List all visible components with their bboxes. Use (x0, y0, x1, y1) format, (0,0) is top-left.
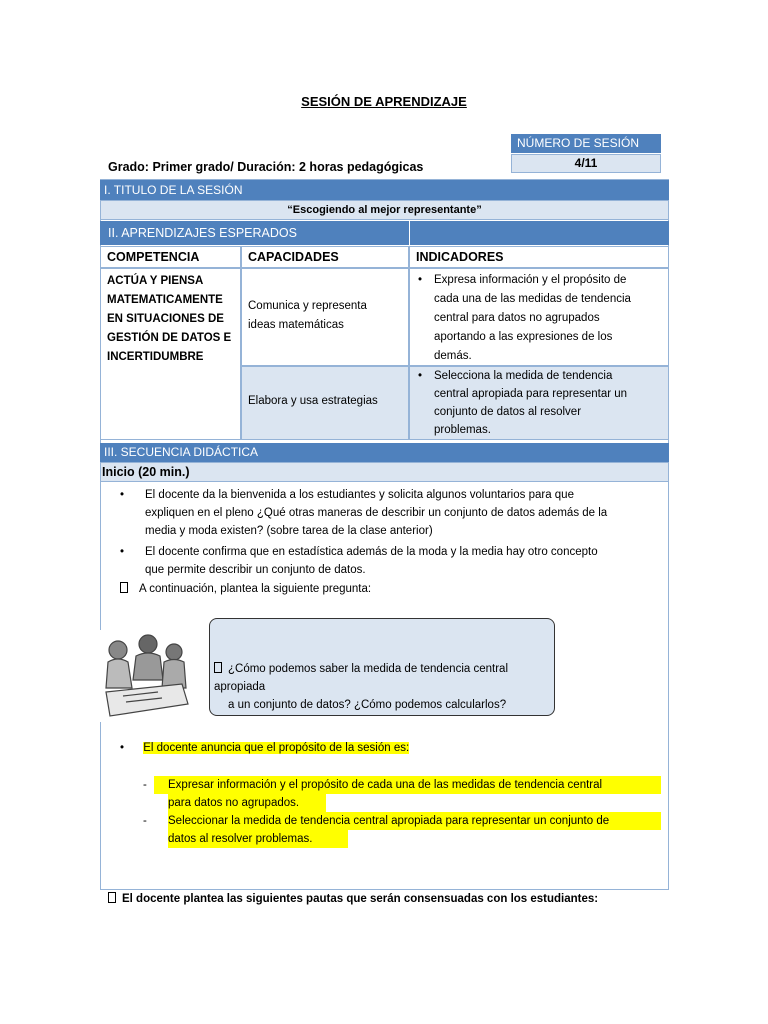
indicador-line: aportando a las expresiones de los (434, 331, 613, 343)
indicador-line: central apropiada para representar un (434, 388, 628, 400)
indicador-line: cada una de las medidas de tendencia (434, 293, 631, 305)
proposito-item-1 (143, 776, 663, 812)
bullet-icon: • (120, 546, 125, 558)
competencia-line: MATEMATICAMENTE (107, 294, 223, 306)
indicador-line: Expresa información y el propósito de (434, 274, 627, 286)
students-illustration (98, 630, 190, 722)
inicio-row (100, 462, 669, 482)
session-title-row (100, 200, 669, 220)
proposito-line: datos al resolver problemas. (168, 833, 313, 845)
text-line: media y moda existen? (sobre tarea de la clase anterior) (145, 525, 433, 537)
indicador-line: demás. (434, 350, 472, 362)
competencia-line: EN SITUACIONES DE (107, 313, 224, 325)
checkbox-symbol-icon (108, 892, 116, 903)
dash-icon: - (143, 779, 147, 791)
session-number-value: 4/11 (511, 154, 661, 173)
capacidad-line: Elabora y usa estrategias (248, 395, 378, 407)
expected-learning-heading: II. APRENDIZAJES ESPERADOS (100, 221, 409, 245)
capacidad-cell-1 (241, 268, 409, 366)
page-title: SESIÓN DE APRENDIZAJE (301, 94, 467, 109)
checkbox-symbol-icon (214, 662, 222, 673)
didactic-sequence-heading: III. SECUENCIA DIDÁCTICA (100, 443, 669, 462)
proposito-line: Expresar información y el propósito de cada una de las medidas de tendencia central (168, 779, 603, 791)
bullet-icon: • (418, 274, 423, 286)
section-title-heading: I. TITULO DE LA SESIÓN (100, 180, 669, 200)
proposito-line: para datos no agrupados. (168, 797, 300, 809)
list-item (120, 742, 409, 754)
session-title: “Escogiendo al mejor representante” (287, 204, 482, 216)
question-card (209, 618, 555, 716)
bullet-icon: • (418, 370, 423, 382)
indicador-line: central para datos no agrupados (434, 312, 600, 324)
expected-learning-heading-blank (409, 221, 669, 245)
capacidad-cell-2 (241, 366, 409, 440)
dash-icon: - (143, 815, 147, 827)
column-capacidades: CAPACIDADES (241, 246, 409, 268)
question-line: ¿Cómo podemos saber la medida de tendencia central apropiada (214, 663, 508, 693)
column-competencia: COMPETENCIA (100, 246, 241, 268)
proposito-item-2 (143, 812, 663, 848)
capacidad-line: Comunica y representa (248, 300, 367, 312)
plantea-text: A continuación, plantea la siguiente pregunta: (139, 583, 372, 595)
question-line: a un conjunto de datos? ¿Cómo podemos calcularlos? (228, 699, 507, 711)
session-number-label: NÚMERO DE SESIÓN (511, 134, 661, 153)
capacidad-line: ideas matemáticas (248, 319, 344, 331)
bullet-icon: • (120, 489, 125, 501)
list-item (120, 486, 661, 540)
indicador-line: Selecciona la medida de tendencia (434, 370, 613, 382)
competencia-line: INCERTIDUMBRE (107, 351, 204, 363)
text-line: expliquen en el pleno ¿Qué otras maneras de describir un conjunto de datos además de la (145, 507, 608, 519)
competencia-cell (100, 268, 241, 440)
indicador-line: conjunto de datos al resolver (434, 406, 582, 418)
inicio-label: Inicio (20 min.) (102, 465, 190, 479)
text-line: El docente confirma que en estadística además de la moda y la media hay otro concepto (145, 546, 598, 558)
list-item (120, 543, 661, 579)
indicador-cell-1 (409, 268, 669, 366)
final-line (108, 892, 598, 905)
grade-duration: Grado: Primer grado/ Duración: 2 horas pedagógicas (108, 160, 424, 174)
competencia-line: ACTÚA Y PIENSA (107, 275, 204, 287)
competencia-line: GESTIÓN DE DATOS E (107, 332, 232, 344)
indicador-cell-2 (409, 366, 669, 440)
bullet-icon: • (120, 742, 125, 754)
indicador-line: problemas. (434, 424, 491, 436)
column-indicadores: INDICADORES (409, 246, 669, 268)
plantea-line (120, 582, 371, 595)
text-line: El docente da la bienvenida a los estudiantes y solicita algunos voluntarios para que (145, 489, 574, 501)
final-text: El docente plantea las siguientes pautas que serán consensuadas con los estudiantes: (122, 893, 599, 905)
text-line: que permite describir un conjunto de datos. (145, 564, 366, 576)
anuncia-text: El docente anuncia que el propósito de la sesión es: (143, 742, 410, 754)
checkbox-symbol-icon (120, 582, 128, 593)
proposito-line: Seleccionar la medida de tendencia central apropiada para representar un conjunto de (168, 815, 610, 827)
